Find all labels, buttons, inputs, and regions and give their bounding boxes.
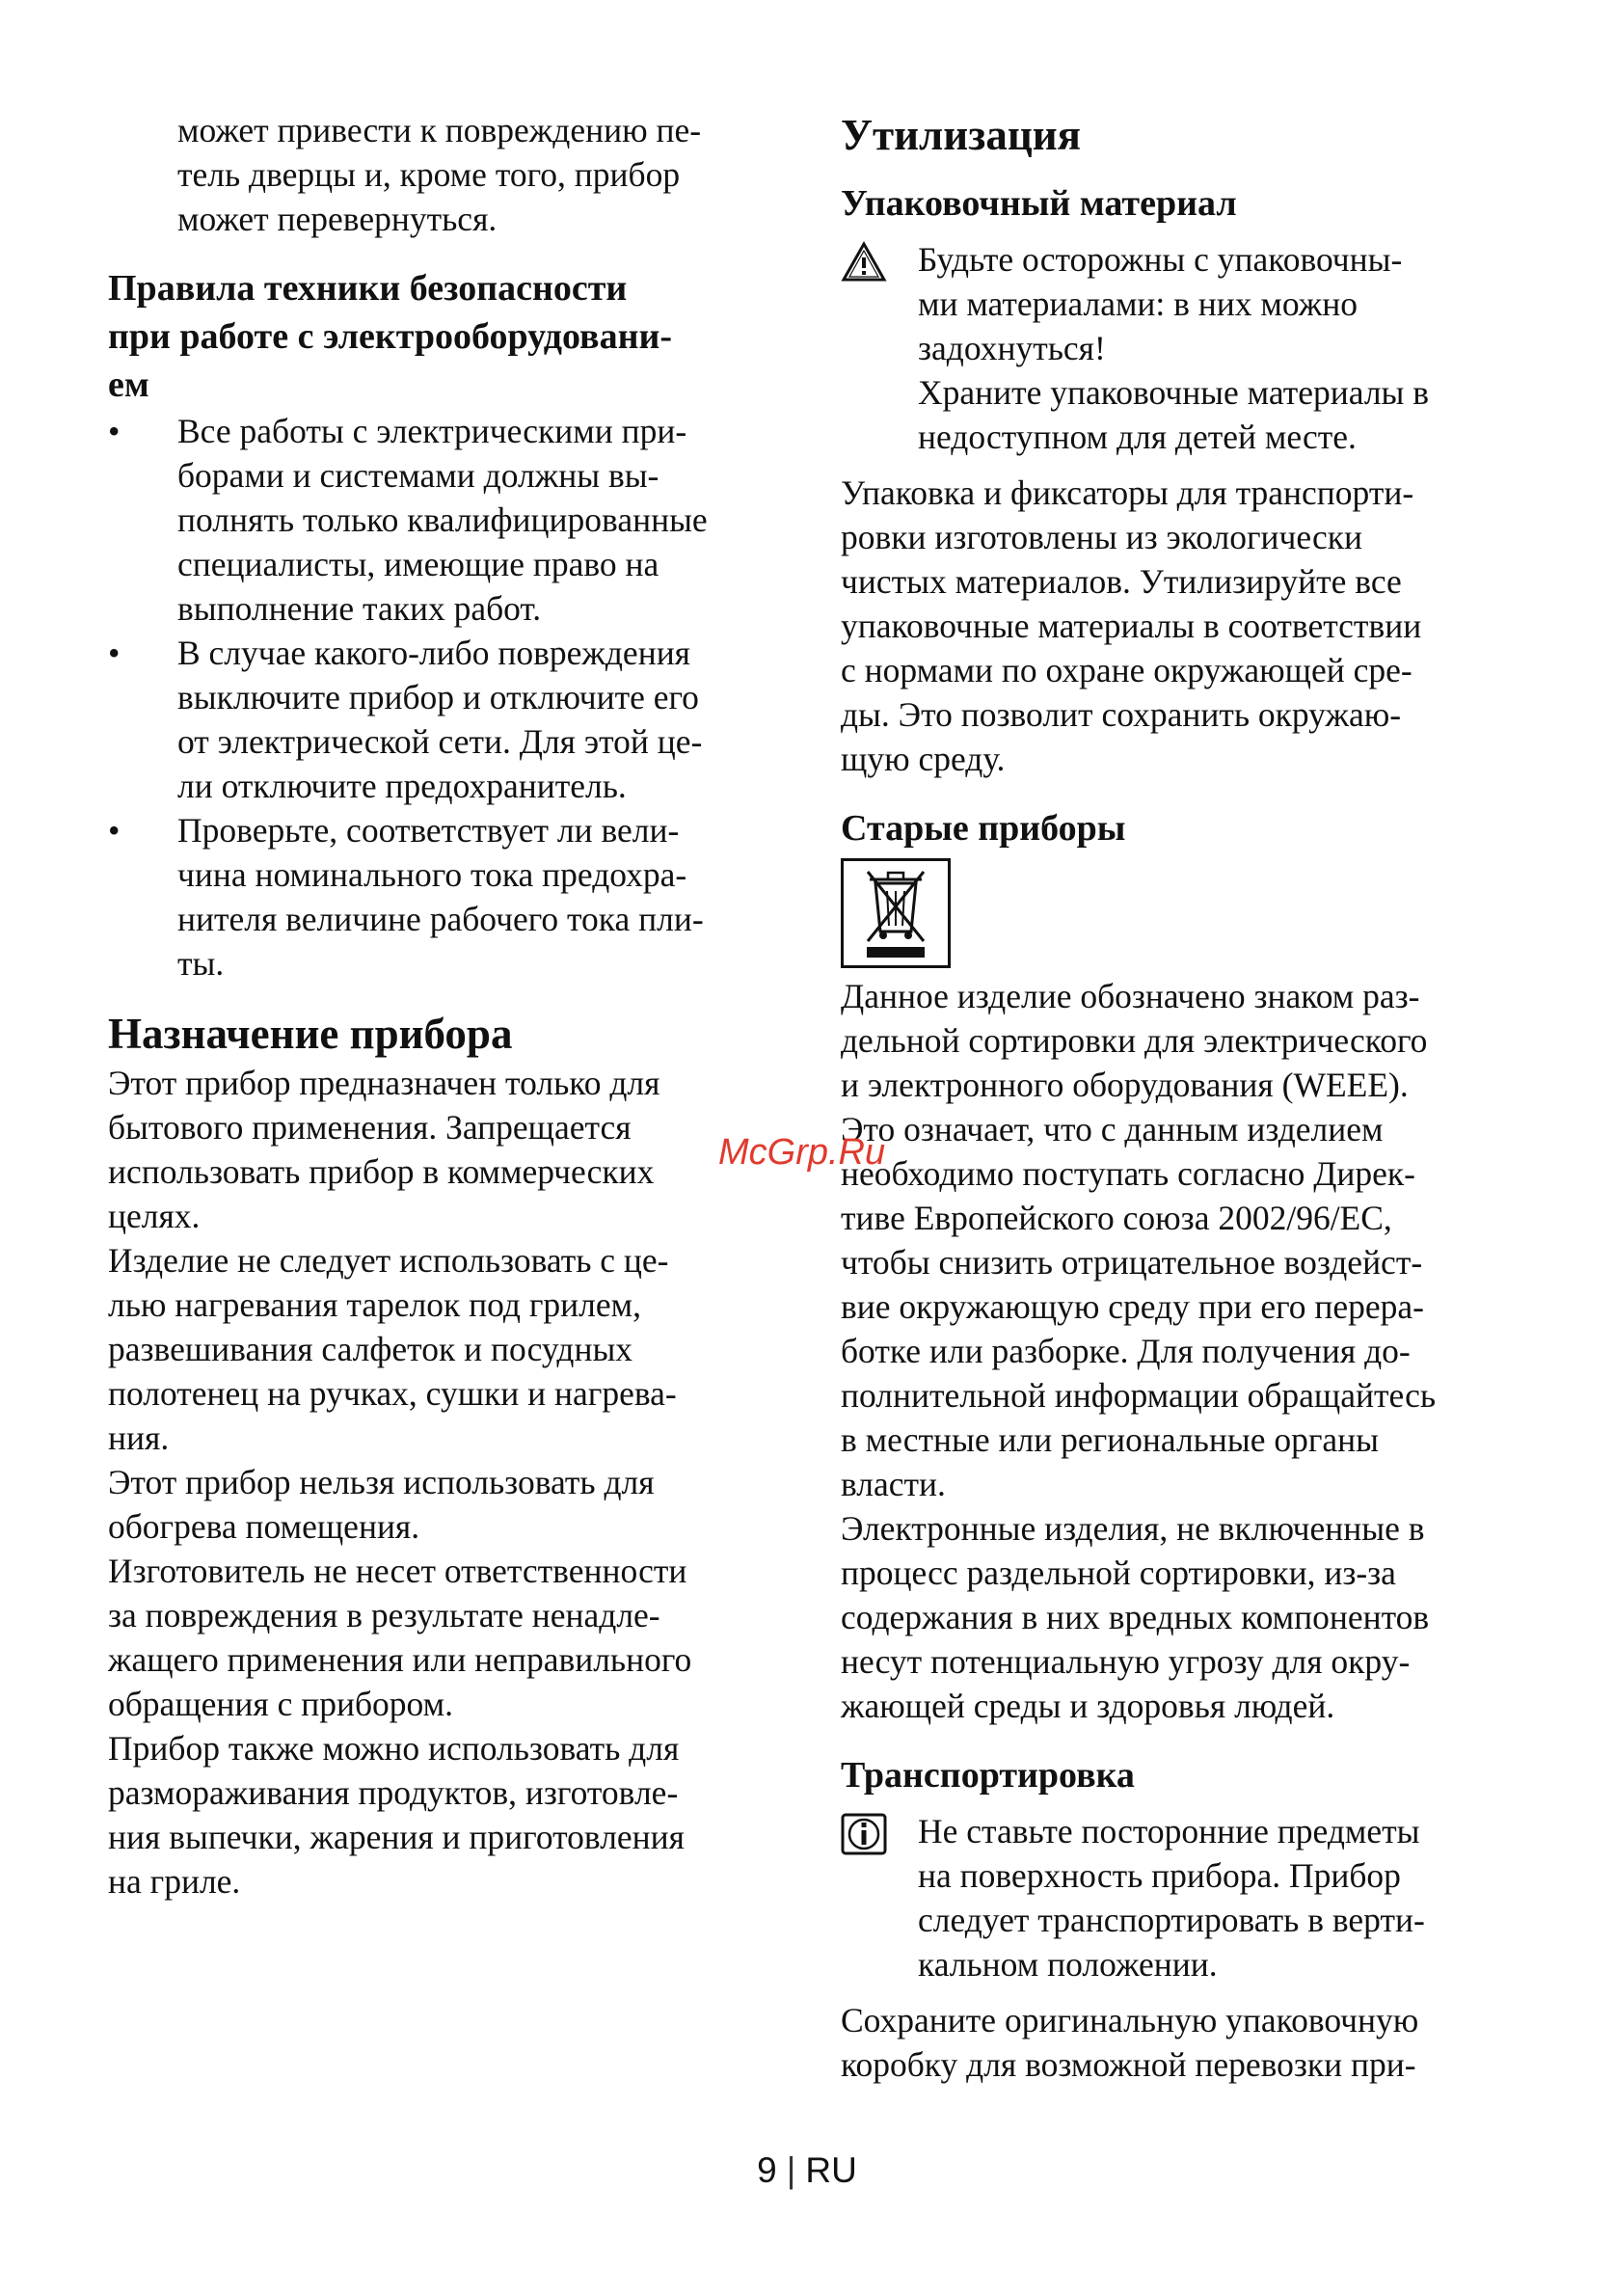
text-line: лью нагревания тарелок под грилем, <box>108 1285 641 1324</box>
text-line: вие окружающую среду при его перера- <box>841 1287 1424 1326</box>
weee-crossed-bin-icon <box>841 858 951 968</box>
text-line: ния. <box>108 1418 170 1457</box>
text-line: обращения с прибором. <box>108 1685 453 1723</box>
page-number: 9 <box>757 2150 777 2190</box>
text-line: Упаковка и фиксаторы для транспорти- <box>841 473 1414 512</box>
bullet-icon: • <box>108 412 121 450</box>
text-line: и электронного оборудования (WEEE). <box>841 1066 1409 1104</box>
text-line: Не ставьте посторонние предметы <box>918 1812 1420 1850</box>
watermark-link[interactable]: McGrp.Ru <box>718 1132 886 1173</box>
text-line: ния выпечки, жарения и приготовления <box>108 1818 685 1856</box>
transport-heading: Транспортировка <box>841 1755 1135 1796</box>
text-line: жающей среды и здоровья людей. <box>841 1687 1335 1725</box>
left-column <box>108 108 783 1904</box>
warning-triangle-icon <box>841 241 887 284</box>
language-code: RU <box>805 2150 857 2190</box>
list-item <box>108 409 783 631</box>
text-line: процесс раздельной сортировки, из-за <box>841 1553 1396 1592</box>
intro-paragraph <box>108 108 783 241</box>
text-line: Этот прибор предназначен только для <box>108 1064 660 1102</box>
text-line: выполнение таких работ. <box>177 589 542 628</box>
text-line: Прибор также можно использовать для <box>108 1729 680 1768</box>
heading-line: ем <box>108 365 149 405</box>
old-devices-paragraph <box>841 974 1516 1728</box>
text-line: борами и системами должны вы- <box>177 456 659 495</box>
text-line: обогрева помещения. <box>108 1507 420 1546</box>
footer-separator: | <box>786 2150 796 2190</box>
page-footer <box>0 2148 1614 2193</box>
text-line: ровки изготовлены из экологически <box>841 518 1363 556</box>
text-line: нителя величине рабочего тока пли- <box>177 900 704 938</box>
text-line: Изделие не следует использовать с це- <box>108 1241 669 1280</box>
text-line: содержания в них вредных компонентов <box>841 1598 1430 1636</box>
text-line: с нормами по охране окружающей сре- <box>841 651 1412 689</box>
text-line: в местные или региональные органы <box>841 1420 1380 1459</box>
old-devices-heading: Старые приборы <box>841 808 1126 849</box>
text-line: Все работы с электрическими при- <box>177 412 687 450</box>
text-line: чтобы снизить отрицательное воздейст- <box>841 1243 1423 1282</box>
text-line: Электронные изделия, не включенные в <box>841 1509 1425 1548</box>
text-line: развешивания салфеток и посудных <box>108 1330 633 1368</box>
text-line: следует транспортировать в верти- <box>918 1901 1425 1939</box>
text-line: В случае какого-либо повреждения <box>177 634 691 672</box>
heading-line: Правила техники безопасности <box>108 268 628 309</box>
text-line: власти. <box>841 1465 946 1503</box>
text-line: жащего применения или неправильного <box>108 1640 692 1679</box>
purpose-heading: Назначение прибора <box>108 1010 513 1058</box>
text-line: может привести к повреждению пе- <box>177 111 702 149</box>
packaging-paragraph <box>841 471 1516 781</box>
info-icon <box>841 1813 887 1855</box>
right-column <box>841 108 1516 2087</box>
text-line: полнительной информации обращайтесь <box>841 1376 1437 1415</box>
text-line: на гриле. <box>108 1862 241 1901</box>
text-line: Сохраните оригинальную упаковочную <box>841 2001 1419 2039</box>
text-line: несут потенциальную угрозу для окру- <box>841 1642 1411 1681</box>
text-line: на поверхность прибора. Прибор <box>918 1856 1401 1895</box>
text-line: полотенец на ручках, сушки и нагрева- <box>108 1374 677 1413</box>
list-item <box>108 808 783 986</box>
packaging-heading: Упаковочный материал <box>841 183 1237 224</box>
text-line: чистых материалов. Утилизируйте все <box>841 562 1402 601</box>
text-line: кальном положении. <box>918 1945 1218 1984</box>
text-line: специалисты, имеющие право на <box>177 545 659 583</box>
text-line: целях. <box>108 1197 201 1235</box>
text-line: от электрической сети. Для этой це- <box>177 722 703 761</box>
text-line: Изготовитель не несет ответственности <box>108 1552 687 1590</box>
text-line: Будьте осторожны с упаковочны- <box>918 240 1403 279</box>
text-line: использовать прибор в коммерческих <box>108 1152 655 1191</box>
safety-bullet-list <box>108 409 783 986</box>
text-line: может перевернуться. <box>177 200 498 238</box>
bullet-icon: • <box>108 811 121 850</box>
text-line: упаковочные материалы в соответствии <box>841 607 1422 645</box>
info-note <box>841 1809 1516 1986</box>
text-line: коробку для возможной перевозки при- <box>841 2045 1416 2084</box>
text-line: полнять только квалифицированные <box>177 500 708 539</box>
text-line: Это означает, что с данным изделием <box>841 1110 1384 1148</box>
text-line: за повреждения в результате ненадле- <box>108 1596 660 1634</box>
text-line: задохнуться! <box>918 329 1106 367</box>
transport-paragraph <box>841 1998 1516 2087</box>
list-item <box>108 631 783 808</box>
disposal-heading: Утилизация <box>841 111 1082 159</box>
text-line: недоступном для детей месте. <box>918 418 1357 456</box>
text-line: Храните упаковочные материалы в <box>918 373 1430 412</box>
bullet-icon: • <box>108 634 121 672</box>
text-line: выключите прибор и отключите его <box>177 678 699 716</box>
text-line: размораживания продуктов, изготовле- <box>108 1773 679 1812</box>
text-line: Этот прибор нельзя использовать для <box>108 1463 655 1501</box>
text-line: ботке или разборке. Для получения до- <box>841 1332 1411 1370</box>
text-line: тиве Европейского союза 2002/96/EC, <box>841 1199 1392 1237</box>
text-line: ты. <box>177 944 225 983</box>
text-line: щую среду. <box>841 740 1006 778</box>
text-line: необходимо поступать согласно Дирек- <box>841 1154 1415 1193</box>
warning-note <box>841 237 1516 459</box>
text-line: ды. Это позволит сохранить окружаю- <box>841 695 1402 734</box>
heading-line: при работе с электрооборудовани- <box>108 316 673 357</box>
text-line: ми материалами: в них можно <box>918 284 1358 323</box>
text-line: ли отключите предохранитель. <box>177 767 627 805</box>
text-line: тель дверцы и, кроме того, прибор <box>177 155 681 194</box>
text-line: чина номинального тока предохра- <box>177 855 687 894</box>
text-line: бытового применения. Запрещается <box>108 1108 632 1147</box>
text-line: дельной сортировки для электрического <box>841 1021 1428 1060</box>
purpose-paragraph <box>108 1061 783 1904</box>
text-line: Данное изделие обозначено знаком раз- <box>841 977 1420 1015</box>
safety-heading <box>108 264 783 409</box>
text-line: Проверьте, соответствует ли вели- <box>177 811 680 850</box>
